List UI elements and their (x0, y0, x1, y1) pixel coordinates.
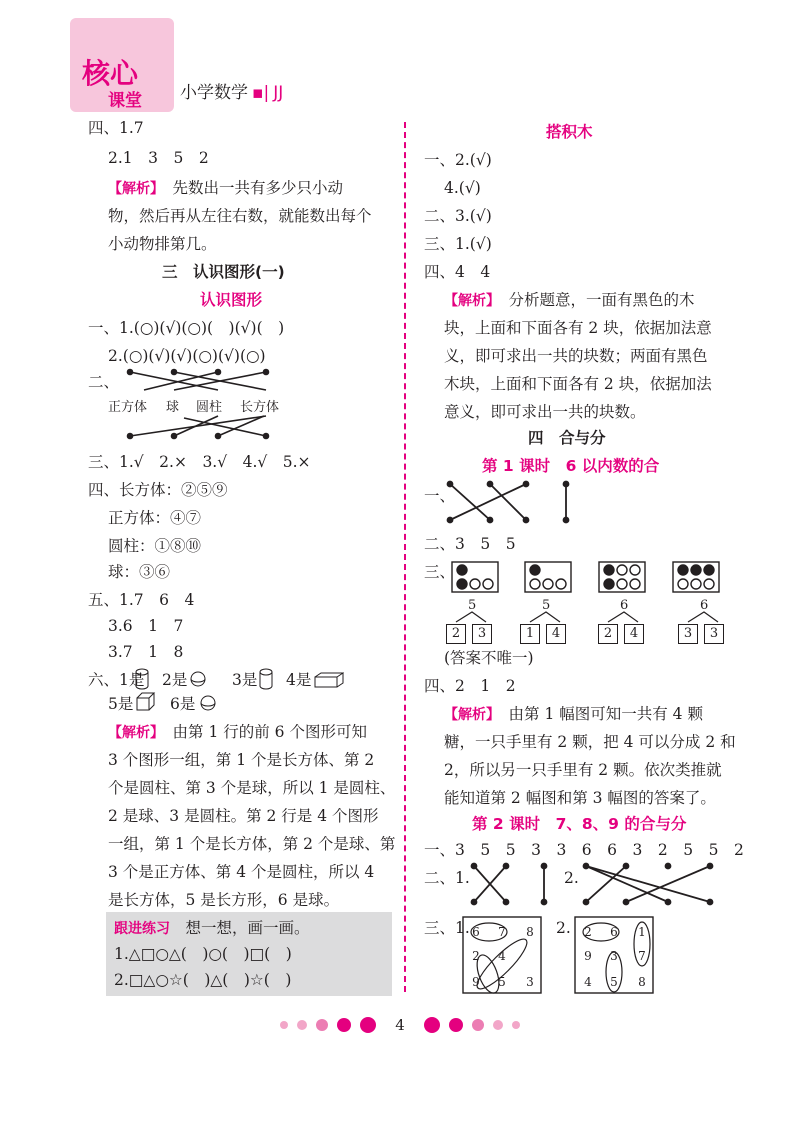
analysis-1-line-3: 小动物排第几。 (108, 235, 217, 253)
grid-cell: 3 (526, 975, 534, 989)
part-box: 2 (598, 624, 618, 644)
matching-diagram-lesson2-2 (580, 862, 720, 906)
answer-q5-3: 3.7 1 8 (108, 643, 184, 661)
follow-up-header (114, 918, 310, 939)
unit-3-title: 三 认识图形(一) (162, 263, 285, 281)
grid-cell: 4 (498, 949, 506, 963)
decor-dot (449, 1018, 463, 1032)
answer-q1-2: 2.(○)(√)(√)(○)(√)(○) (108, 347, 266, 365)
lesson-1-title: 第 1 课时 6 以内数的合 (482, 457, 660, 475)
grid-cell: 5 (610, 975, 618, 989)
answer-q6-item-3: 3是 (232, 671, 258, 689)
analysis-text: 由第 1 幅图可知一共有 4 颗 (508, 705, 703, 723)
matching-diagram-lesson2-1 (460, 862, 556, 906)
grid-cell: 9 (472, 975, 480, 989)
shape-label-cube: 正方体 (108, 400, 148, 415)
analysis-4-line-3: 2，所以另一只手里有 2 颗。依次类推就 (444, 761, 722, 779)
answer-q5-1: 五、1.7 6 4 (88, 591, 195, 609)
decor-dot (493, 1020, 503, 1030)
shape-label-ball: 球 (166, 400, 180, 415)
analysis-4-line-1 (444, 704, 703, 725)
dot-boxes (450, 560, 740, 594)
number-grid-2 (574, 916, 656, 996)
cylinder-icon (134, 668, 150, 690)
composition-parts-2 (520, 622, 566, 644)
answer-q1-1: 一、1.(○)(√)(○)( )(√)( ) (88, 319, 285, 337)
grid-cell: 3 (610, 949, 618, 963)
shape-label-cuboid: 长方体 (240, 400, 280, 415)
grid-cell: 8 (638, 975, 646, 989)
page-footer (0, 1014, 800, 1034)
grid-cell: 6 (472, 925, 480, 939)
lesson-title-shapes: 认识图形 (200, 291, 263, 309)
decor-dot (337, 1018, 351, 1032)
lesson2-q2-prefix: 二、1. (424, 869, 470, 887)
part-box: 3 (704, 624, 724, 644)
lesson2-q1: 一、3 5 5 3 3 6 6 3 2 5 5 2 (424, 841, 744, 859)
answer-q6-item-6: 6是 (170, 695, 196, 713)
follow-up-answer-1: 1.△□○△( )○( )□( ) (114, 945, 292, 963)
composition-total-2: 5 (542, 598, 551, 613)
decor-dot (424, 1017, 440, 1033)
decor-dot (472, 1019, 484, 1031)
decor-dot (512, 1021, 520, 1029)
analysis-tag: 【解析】 (108, 181, 157, 197)
section-title-blocks: 搭积木 (546, 123, 593, 141)
analysis-tag: 【解析】 (444, 707, 493, 723)
column-divider (404, 122, 406, 992)
grid-cell: 5 (498, 975, 506, 989)
analysis-text: 分析题意，一面有黑色的木 (508, 291, 695, 309)
composition-total-3: 6 (620, 598, 629, 613)
answer-not-unique: (答案不唯一) (444, 649, 534, 667)
answer-q4-1: 四、长方体：②⑤⑨ (88, 481, 228, 499)
cylinder-icon (258, 668, 274, 690)
lesson2-q2-part2: 2. (564, 869, 579, 887)
answer-q4-3: 圆柱：①⑧⑩ (108, 537, 202, 555)
grid-cell: 4 (584, 975, 592, 989)
grid-cell: 9 (584, 949, 592, 963)
subject-separator: ▪| (252, 83, 270, 103)
answer-q5-2: 3.6 1 7 (108, 617, 184, 635)
analysis-2-line-6: 3 个是正方体、第 4 个是圆柱，所以 4 (108, 863, 375, 881)
blocks-answer-5: 四、4 4 (424, 263, 491, 281)
answer-q6-item-4: 4是 (286, 671, 312, 689)
follow-up-answer-2: 2.□△○☆( )△( )☆( ) (114, 971, 292, 989)
analysis-tag: 【解析】 (108, 725, 157, 741)
logo-title: 核心 (82, 57, 139, 90)
blocks-answer-1: 一、2.(√) (424, 151, 492, 169)
answer-q6-item-2: 2是 (162, 671, 188, 689)
analysis-2-line-5: 一组，第 1 个是长方体，第 2 个是球、第 (108, 835, 396, 853)
subject-label (180, 78, 283, 103)
part-box: 1 (520, 624, 540, 644)
part-box: 4 (624, 624, 644, 644)
answer-s4-2: 2.1 3 5 2 (108, 149, 209, 167)
answer-q4-2: 正方体：④⑦ (108, 509, 202, 527)
blocks-answer-3: 二、3.(√) (424, 207, 492, 225)
cuboid-icon (314, 672, 344, 688)
analysis-2-line-1 (108, 722, 367, 743)
part-box: 2 (446, 624, 466, 644)
analysis-3-line-4: 木块，上面和下面各有 2 块，依据加法 (444, 375, 712, 393)
grid-cell: 1 (638, 925, 646, 939)
grid-cell: 6 (610, 925, 618, 939)
number-grid-1 (462, 916, 544, 996)
analysis-4-line-2: 糖，一只手里有 2 颗，把 4 可以分成 2 和 (444, 733, 736, 751)
answer-q3: 三、1.√ 2.× 3.√ 4.√ 5.× (88, 453, 311, 471)
analysis-1-line-2: 物，然后再从左往右数，就能数出每个 (108, 207, 372, 225)
composition-parts-4 (678, 622, 724, 644)
answer-q2-prefix: 二、 (88, 373, 120, 391)
answer-s4-1: 四、1.7 (88, 119, 144, 137)
unit-4-title: 四 合与分 (528, 429, 606, 447)
grid-cell: 7 (638, 949, 646, 963)
decor-dot (297, 1020, 307, 1030)
composition-parts-3 (598, 622, 644, 644)
follow-up-tag: 跟进练习 (114, 921, 170, 937)
decor-dot (316, 1019, 328, 1031)
analysis-tag: 【解析】 (444, 293, 493, 309)
composition-parts-1 (446, 622, 492, 644)
blocks-answer-4: 三、1.(√) (424, 235, 492, 253)
cube-icon (136, 692, 156, 712)
answer-q6-item-5: 5是 (108, 695, 134, 713)
analysis-2-line-7: 是长方体，5 是长方形，6 是球。 (108, 891, 340, 909)
answer-q6-item-1: 六、1是 (88, 671, 145, 689)
lesson2-q3-part2: 2. (556, 919, 571, 937)
part-box: 4 (546, 624, 566, 644)
decor-dot (360, 1017, 376, 1033)
grid-cell: 7 (498, 925, 506, 939)
analysis-2-line-2: 3 个图形一组，第 1 个是长方体、第 2 (108, 751, 375, 769)
analysis-2-line-4: 2 是球、3 是圆柱。第 2 行是 4 个图形 (108, 807, 379, 825)
analysis-3-line-1 (444, 290, 695, 311)
page-number: 4 (395, 1015, 405, 1034)
ball-icon (200, 694, 216, 712)
subject-name: 小学数学 (180, 83, 248, 103)
answer-q4-4: 球：③⑥ (108, 563, 171, 581)
lesson1-q1-prefix: 一、 (424, 487, 456, 505)
blocks-answer-2: 4.(√) (444, 179, 481, 197)
matching-diagram-lesson1 (444, 478, 584, 526)
analysis-3-line-5: 意义，即可求出一共的块数。 (444, 403, 646, 421)
decor-dot (280, 1021, 288, 1029)
composition-total-4: 6 (700, 598, 709, 613)
grid-cell: 2 (584, 925, 592, 939)
analysis-3-line-3: 义，即可求出一共的块数；两面有黑色 (444, 347, 708, 365)
part-box: 3 (472, 624, 492, 644)
part-box: 3 (678, 624, 698, 644)
analysis-3-line-2: 块，上面和下面各有 2 块，依据加法意 (444, 319, 712, 337)
grid-cell: 8 (526, 925, 534, 939)
lesson2-q3-prefix: 三、1. (424, 919, 470, 937)
analysis-2-line-3: 个是圆柱、第 3 个是球，所以 1 是圆柱、 (108, 779, 396, 797)
follow-up-prompt: 想一想，画一画。 (185, 919, 310, 937)
analysis-text: 先数出一共有多少只小动 (172, 179, 344, 197)
composition-total-1: 5 (468, 598, 477, 613)
lesson1-q4: 四、2 1 2 (424, 677, 516, 695)
shape-label-cylinder: 圆柱 (196, 400, 223, 415)
analysis-1-line-1 (108, 178, 343, 199)
lesson1-q3-prefix: 三、 (424, 563, 456, 581)
edition-label: JJ (273, 83, 284, 103)
ball-icon (190, 670, 206, 688)
lesson1-q2: 二、3 5 5 (424, 535, 516, 553)
analysis-text: 由第 1 行的前 6 个图形可知 (172, 723, 367, 741)
grid-cell: 2 (472, 949, 480, 963)
analysis-4-line-4: 能知道第 2 幅图和第 3 幅图的答案了。 (444, 789, 716, 807)
lesson-2-title: 第 2 课时 7、8、9 的合与分 (472, 815, 687, 833)
logo-subtitle: 课堂 (108, 91, 142, 111)
